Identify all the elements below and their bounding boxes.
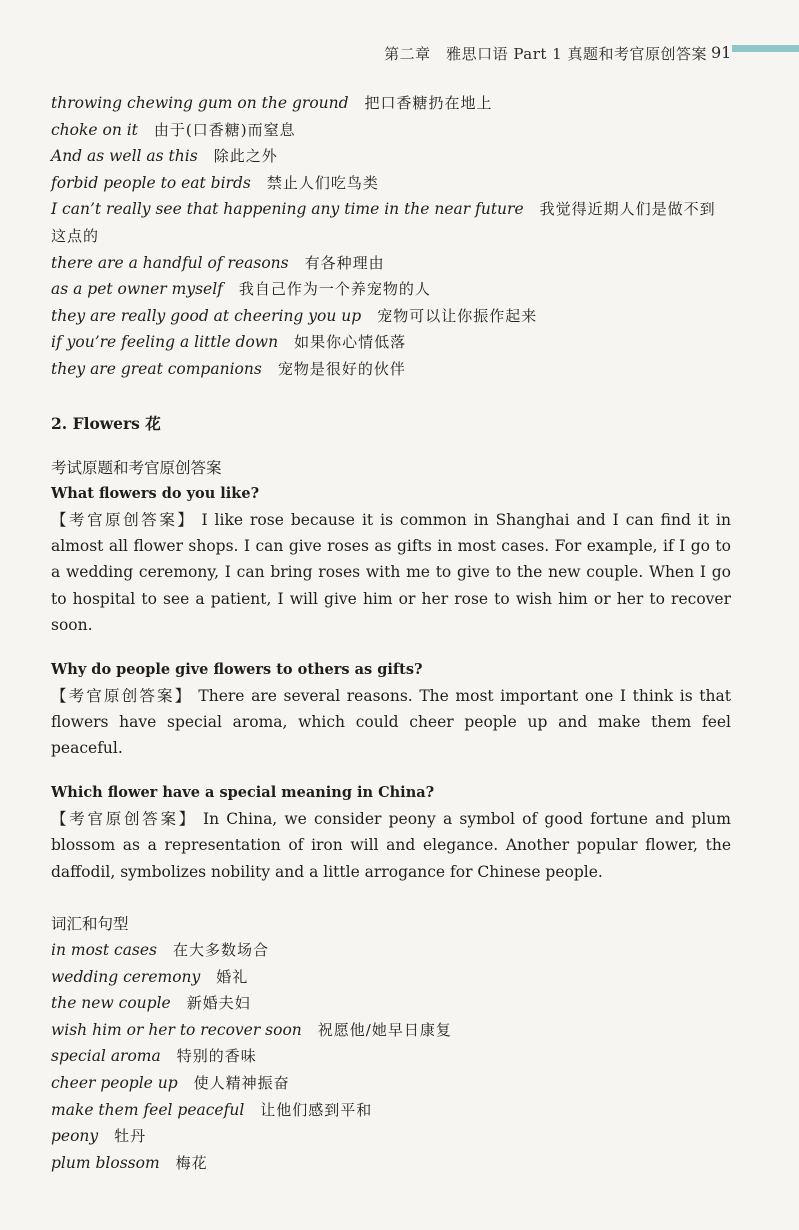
vocab-english: plum blossom bbox=[51, 1153, 160, 1172]
running-title: 第二章 雅思口语 Part 1 真题和考官原创答案 bbox=[384, 45, 707, 63]
answer-label: 【考官原创答案】 bbox=[51, 510, 196, 529]
vocab-chinese: 除此之外 bbox=[213, 147, 278, 166]
answer bbox=[51, 806, 731, 885]
vocab-english: they are really good at cheering you up bbox=[51, 306, 362, 325]
question: Why do people give flowers to others as gifts? bbox=[51, 660, 423, 678]
vocab-list-flowers bbox=[51, 937, 731, 1176]
vocab-english: as a pet owner myself bbox=[51, 280, 223, 299]
question: Which flower have a special meaning in China? bbox=[51, 783, 435, 801]
vocab-english: cheer people up bbox=[51, 1073, 178, 1092]
vocab-chinese: 有各种理由 bbox=[304, 253, 385, 272]
vocab-english: special aroma bbox=[51, 1047, 161, 1066]
vocab-chinese: 牡丹 bbox=[114, 1127, 147, 1146]
vocab-english: in most cases bbox=[51, 941, 158, 959]
page-header bbox=[0, 40, 799, 70]
section-subheading: 考试原题和考官原创答案 bbox=[51, 458, 222, 477]
vocab-english: forbid people to eat birds bbox=[51, 173, 251, 192]
page-content bbox=[51, 90, 731, 1176]
list-item bbox=[51, 990, 731, 1017]
list-item bbox=[51, 1123, 731, 1150]
vocab-english: make them feel peaceful bbox=[51, 1100, 245, 1119]
vocab-english: wedding ceremony bbox=[51, 967, 201, 986]
page-number: 91 bbox=[711, 43, 732, 62]
vocab-chinese: 由于(口香糖)而窒息 bbox=[153, 120, 296, 139]
vocab-english: if you’re feeling a little down bbox=[51, 333, 279, 352]
list-item bbox=[51, 90, 731, 117]
vocab-chinese: 让他们感到平和 bbox=[260, 1100, 373, 1119]
vocab-english: peony bbox=[51, 1127, 99, 1146]
question: What flowers do you like? bbox=[51, 484, 260, 502]
list-item bbox=[51, 356, 731, 383]
vocab-chinese: 特别的香味 bbox=[176, 1047, 257, 1066]
vocab-chinese: 我自己作为一个养宠物的人 bbox=[238, 280, 431, 299]
section-title: 2. Flowers 花 bbox=[51, 413, 161, 433]
vocab-heading: 词汇和句型 bbox=[51, 915, 129, 933]
vocab-chinese: 婚礼 bbox=[216, 967, 249, 986]
list-item bbox=[51, 170, 731, 197]
vocab-list-top bbox=[51, 90, 731, 383]
list-item bbox=[51, 329, 731, 356]
answer-label: 【考官原创答案】 bbox=[51, 809, 197, 828]
answer-label: 【考官原创答案】 bbox=[51, 686, 193, 705]
vocab-english: wish him or her to recover soon bbox=[51, 1020, 302, 1039]
vocab-chinese: 宠物可以让你振作起来 bbox=[377, 306, 538, 325]
vocab-chinese: 我觉得近期人们是做不到这点的 bbox=[51, 200, 716, 245]
list-item bbox=[51, 276, 731, 303]
vocab-chinese: 新婚夫妇 bbox=[186, 994, 251, 1013]
qa-block bbox=[51, 780, 731, 885]
list-item bbox=[51, 303, 731, 330]
list-item bbox=[51, 1043, 731, 1070]
vocab-chinese: 梅花 bbox=[175, 1153, 208, 1172]
qa-block bbox=[51, 657, 731, 762]
vocab-chinese: 把口香糖扔在地上 bbox=[364, 94, 493, 112]
vocab-chinese: 宠物是很好的伙伴 bbox=[277, 359, 406, 378]
vocab-chinese: 使人精神振奋 bbox=[193, 1073, 290, 1092]
answer-text: In China, we consider peony a symbol of good fortune and plum blossom as a representation of iron will and elegance. Another popular flower, the daffodil, symbolizes nobility and a little arrogance for Chinese people. bbox=[51, 809, 731, 881]
answer-text: There are several reasons. The most important one I think is that flowers have special aroma, which could cheer people up and make them feel peaceful. bbox=[51, 686, 731, 758]
vocab-english: choke on it bbox=[51, 120, 138, 139]
list-item bbox=[51, 1150, 731, 1177]
list-item bbox=[51, 250, 731, 277]
vocab-english: throwing chewing gum on the ground bbox=[51, 94, 349, 112]
vocab-english: And as well as this bbox=[51, 147, 198, 166]
header-accent-bar bbox=[732, 45, 799, 52]
vocab-english: the new couple bbox=[51, 994, 171, 1013]
list-item bbox=[51, 1070, 731, 1097]
list-item bbox=[51, 1097, 731, 1124]
vocab-english: they are great companions bbox=[51, 359, 262, 378]
vocab-chinese: 如果你心情低落 bbox=[294, 333, 407, 352]
list-item bbox=[51, 937, 731, 964]
list-item bbox=[51, 196, 731, 249]
list-item bbox=[51, 117, 731, 144]
list-item bbox=[51, 964, 731, 991]
answer bbox=[51, 683, 731, 762]
vocab-english: there are a handful of reasons bbox=[51, 253, 289, 272]
list-item bbox=[51, 1017, 731, 1044]
vocab-chinese: 祝愿他/她早日康复 bbox=[317, 1020, 452, 1039]
vocab-chinese: 禁止人们吃鸟类 bbox=[266, 173, 379, 192]
qa-block bbox=[51, 481, 731, 639]
vocab-english: I can’t really see that happening any time in the near future bbox=[51, 200, 524, 219]
answer bbox=[51, 507, 731, 639]
list-item bbox=[51, 143, 731, 170]
vocab-chinese: 在大多数场合 bbox=[173, 941, 270, 959]
answer-text: I like rose because it is common in Shanghai and I can find it in almost all flower shops. I can give roses as gifts in most cases. For example, if I go to a wedding ceremony, I can bring roses with me to give to the new couple. When I go to hospital to see a patient, I will give him or her rose to wish him or her to recover soon. bbox=[51, 510, 731, 635]
